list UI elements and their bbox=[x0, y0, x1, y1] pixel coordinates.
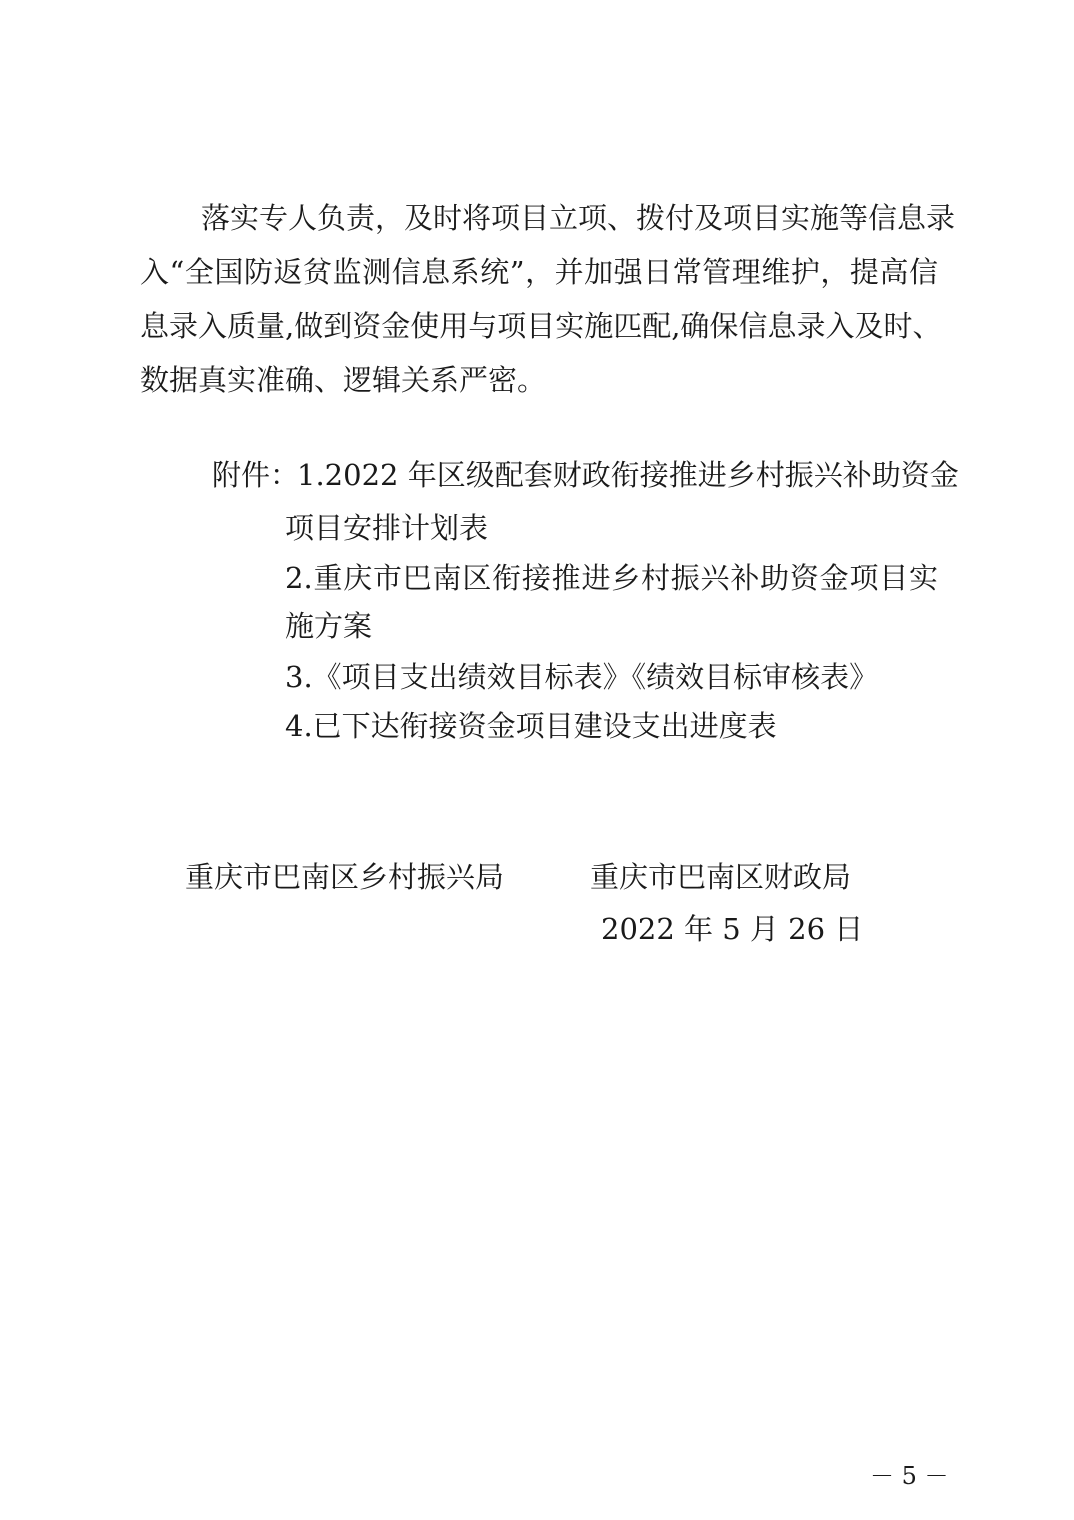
attachment-item-1: 1.2022 年区级配套财政衔接推进乡村振兴补助资金 bbox=[297, 458, 959, 492]
issue-date: 2022 年 5 月 26 日 bbox=[601, 912, 864, 946]
attachment-item-2-continuation: 施方案 bbox=[285, 609, 373, 643]
paragraph-line: 落实专人负责，及时将项目立项、拨付及项目实施等信息录 bbox=[201, 201, 956, 235]
paragraph-line: 数据真实准确、逻辑关系严密。 bbox=[140, 363, 547, 397]
attachment-item-4: 4.已下达衔接资金项目建设支出进度表 bbox=[285, 709, 777, 743]
paragraph-line: 息录入质量,做到资金使用与项目实施匹配,确保信息录入及时、 bbox=[140, 309, 942, 343]
issuer-rural-revitalization-bureau: 重庆市巴南区乡村振兴局 bbox=[185, 860, 505, 894]
paragraph-line: 入“全国防返贫监测信息系统”，并加强日常管理维护，提高信 bbox=[140, 255, 938, 289]
attachment-item-3: 3.《项目支出绩效目标表》《绩效目标审核表》 bbox=[285, 660, 879, 694]
attachment-item-1-continuation: 项目安排计划表 bbox=[285, 511, 489, 545]
attachment-item-2: 2.重庆市巴南区衔接推进乡村振兴补助资金项目实 bbox=[285, 561, 938, 595]
attachments-label: 附件： bbox=[212, 458, 300, 492]
page-number: － 5 － bbox=[870, 1462, 949, 1490]
issuer-finance-bureau: 重庆市巴南区财政局 bbox=[590, 860, 852, 894]
